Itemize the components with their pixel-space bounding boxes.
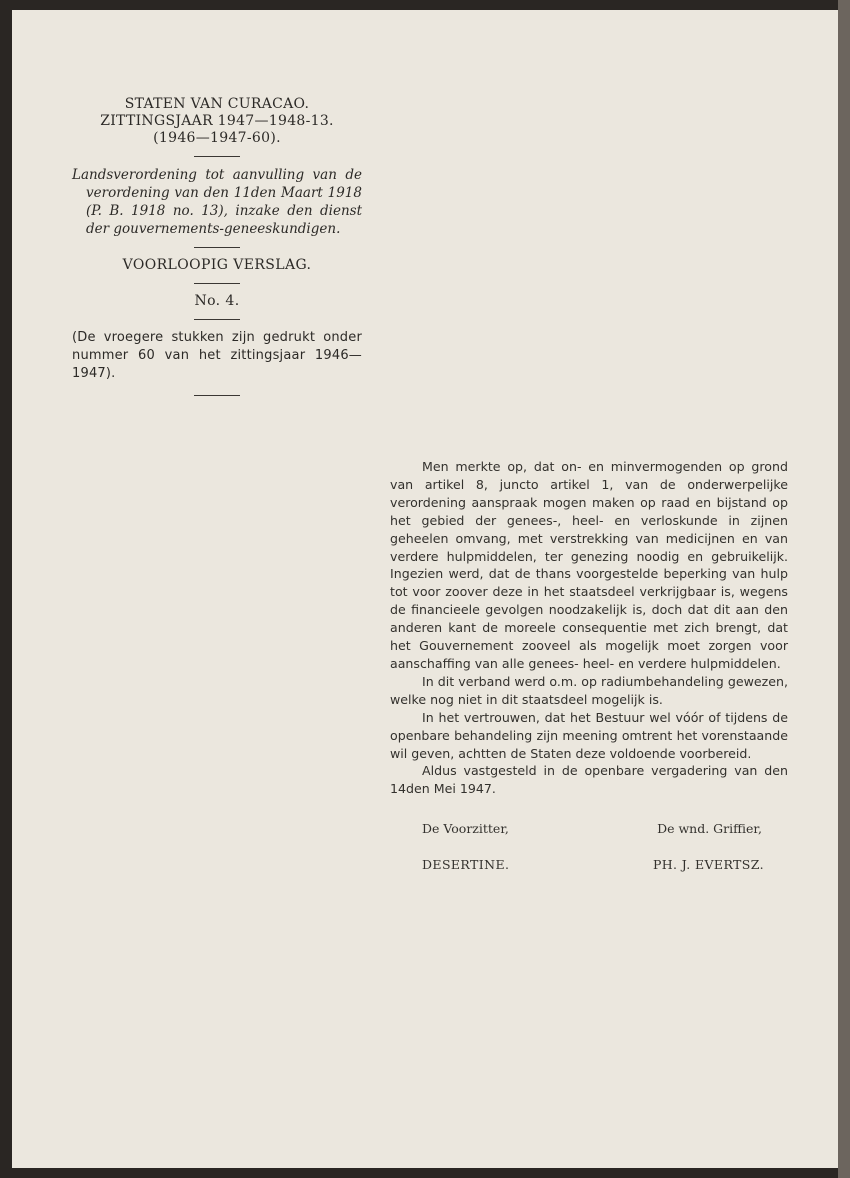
divider (194, 395, 240, 396)
scan-edge (838, 0, 850, 1178)
paragraph: Aldus vastgesteld in de openbare vergadering van den 14den Mei 1947. (390, 763, 788, 797)
report-title: VOORLOOPIG VERSLAG. (122, 257, 312, 273)
chair-title: De Voorzitter, (422, 821, 509, 837)
divider (194, 247, 240, 248)
header-line-2: ZITTINGSJAAR 1947—1948-13. (100, 113, 334, 129)
paragraph: In het vertrouwen, dat het Bestuur wel vóór of tijdens de openbare behandeling zijn meening omtrent het vorenstaande wil geven, achtten de Staten deze voldoende voorbereid. (390, 709, 788, 761)
signature-names (390, 856, 788, 874)
previous-documents-note: (De vroegere stukken zijn gedrukt onder nummer 60 van het zittingsjaar 1946—1947). (72, 330, 362, 381)
divider (194, 283, 240, 284)
divider (194, 319, 240, 320)
ordinance-title: Landsverordening tot aanvulling van de verordening van den 11den Maart 1918 (P. B. 1918 no. 13), inzake den dienst der gouvernements-geneeskundigen. (72, 167, 362, 237)
report-body (390, 458, 788, 874)
header-line-3: (1946—1947-60). (153, 130, 281, 146)
report-number: No. 4. (194, 293, 240, 309)
chair-name: DESERTINE. (422, 857, 510, 873)
signature-titles (390, 820, 788, 838)
divider (194, 156, 240, 157)
header-block (72, 96, 362, 405)
paragraph: Men merkte op, dat on- en minvermogenden op grond van artikel 8, juncto artikel 1, van de onderwerpelijke verordening aanspraak mogen maken op raad en bijstand op het gebied der genees-, heel- en verloskunde in zijnen geheelen omvang, met verstrekking van medicijnen en van verdere hulpmiddelen, ter genezing noodig en gebruikelijk. Ingezien werd, dat de thans voorgestelde beperking van hulp tot voor zoover deze in het staatsdeel verkrijgbaar is, wegens de financieele gevolgen noodzakelijk is, doch dat dit aan den anderen kant de moreele consequentie met zich brengt, dat het Gouvernement zooveel als mogelijk moet zorgen voor aanschaffing van alle genees- heel- en verdere hulpmiddelen. (390, 459, 788, 671)
document-page (12, 10, 842, 1168)
header-line-1: STATEN VAN CURACAO. (124, 96, 310, 112)
paragraph: In dit verband werd o.m. op radiumbehandeling gewezen, welke nog niet in dit staatsdeel mogelijk is. (390, 673, 788, 707)
clerk-name: PH. J. EVERTSZ. (652, 857, 764, 873)
clerk-title: De wnd. Griffier, (657, 821, 762, 837)
